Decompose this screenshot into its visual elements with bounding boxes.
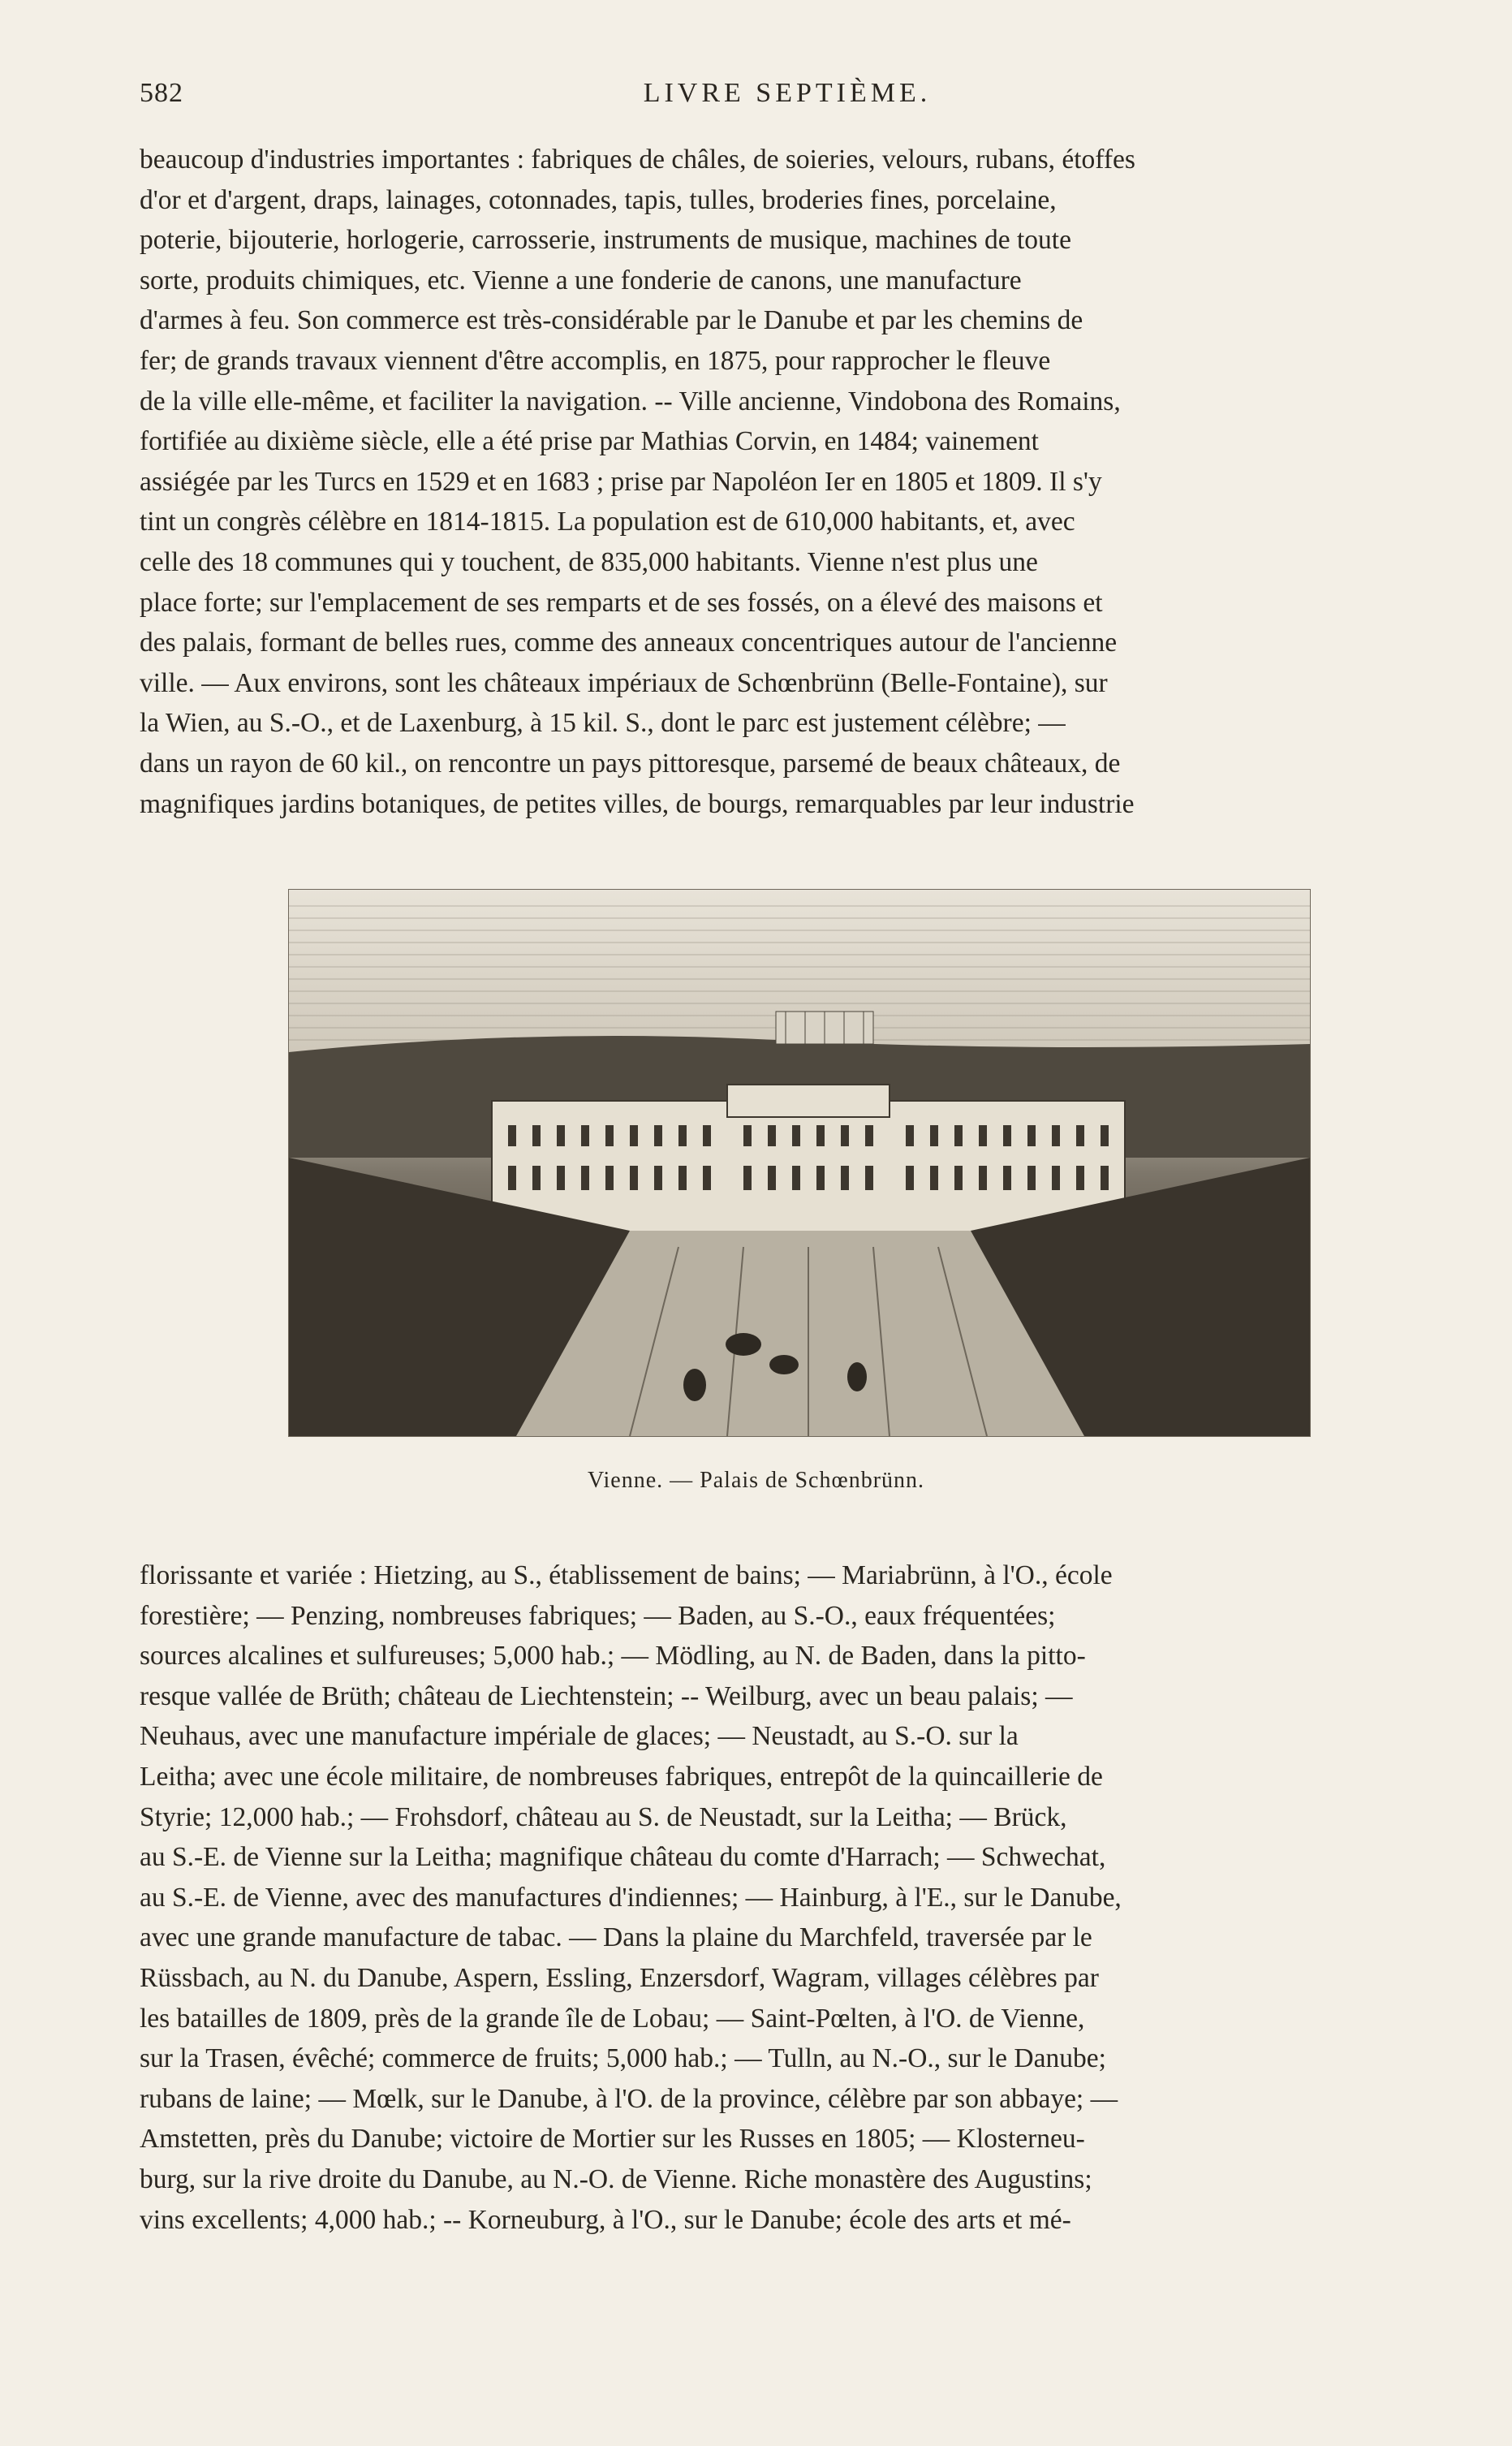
text-line: Neuhaus, avec une manufacture impériale de glaces; — Neustadt, au S.-O. sur la bbox=[140, 1721, 1019, 1752]
text-line: burg, sur la rive droite du Danube, au N.-O. de Vienne. Riche monastère des Augustins; bbox=[140, 2163, 1092, 2194]
text-line: place forte; sur l'emplacement de ses remparts et de ses fossés, on a élevé des maisons et bbox=[140, 587, 1103, 618]
text-line: au S.-E. de Vienne sur la Leitha; magnifique château du comte d'Harrach; — Schwechat, bbox=[140, 1842, 1106, 1873]
text-line: Amstetten, près du Danube; victoire de Mortier sur les Russes en 1805; — Klosterneu- bbox=[140, 2124, 1085, 2155]
text-line: sur la Trasen, évêché; commerce de fruits; 5,000 hab.; — Tulln, au N.-O., sur le Danube; bbox=[140, 2043, 1106, 2074]
text-line: des palais, formant de belles rues, comme des anneaux concentriques autour de l'ancienne bbox=[140, 628, 1118, 658]
text-line: au S.-E. de Vienne, avec des manufactures d'indiennes; — Hainburg, à l'E., sur le Danube, bbox=[140, 1882, 1122, 1913]
text-line: assiégée par les Turcs en 1529 et en 1683 ; prise par Napoléon Ier en 1805 et 1809. Il s'y bbox=[140, 466, 1102, 497]
paragraph-top bbox=[140, 140, 1453, 824]
running-title: LIVRE SEPTIÈME. bbox=[643, 78, 932, 108]
text-line: la Wien, au S.-O., et de Laxenburg, à 15 kil. S., dont le parc est justement célèbre; — bbox=[140, 708, 1066, 739]
text-line: d'armes à feu. Son commerce est très-considérable par le Danube et par les chemins de bbox=[140, 305, 1083, 336]
text-line: rubans de laine; — Mœlk, sur le Danube, à l'O. de la province, célèbre par son abbaye; — bbox=[140, 2083, 1118, 2114]
page-number: 582 bbox=[140, 78, 183, 108]
text-line: forestière; — Penzing, nombreuses fabriques; — Baden, au S.-O., eaux fréquentées; bbox=[140, 1600, 1056, 1631]
text-line: magnifiques jardins botaniques, de petites villes, de bourgs, remarquables par leur industrie bbox=[140, 788, 1135, 819]
figure-caption: Vienne. — Palais de Schœnbrünn. bbox=[587, 1468, 925, 1493]
text-line: Styrie; 12,000 hab.; — Frohsdorf, château au S. de Neustadt, sur la Leitha; — Brück, bbox=[140, 1801, 1067, 1832]
text-line: fortifiée au dixième siècle, elle a été prise par Mathias Corvin, en 1484; vainement bbox=[140, 426, 1039, 457]
engraving-schoenbrunn-palace bbox=[288, 889, 1311, 1437]
text-line: d'or et d'argent, draps, lainages, cotonnades, tapis, tulles, broderies fines, porcelaine, bbox=[140, 184, 1057, 215]
text-line: Rüssbach, au N. du Danube, Aspern, Essling, Enzersdorf, Wagram, villages célèbres par bbox=[140, 1962, 1099, 1993]
text-line: sources alcalines et sulfureuses; 5,000 hab.; — Mödling, au N. de Baden, dans la pitto- bbox=[140, 1641, 1086, 1672]
text-line: sorte, produits chimiques, etc. Vienne a une fonderie de canons, une manufacture bbox=[140, 265, 1022, 296]
text-line: avec une grande manufacture de tabac. — Dans la plaine du Marchfeld, traversée par le bbox=[140, 1922, 1092, 1953]
text-line: vins excellents; 4,000 hab.; -- Korneuburg, à l'O., sur le Danube; école des arts et mé- bbox=[140, 2204, 1071, 2235]
text-line: de la ville elle-même, et faciliter la navigation. -- Ville ancienne, Vindobona des Romains, bbox=[140, 386, 1121, 416]
text-line: poterie, bijouterie, horlogerie, carrosserie, instruments de musique, machines de toute bbox=[140, 225, 1071, 256]
text-line: dans un rayon de 60 kil., on rencontre un pays pittoresque, parsemé de beaux châteaux, de bbox=[140, 748, 1121, 779]
text-line: Leitha; avec une école militaire, de nombreuses fabriques, entrepôt de la quincaillerie de bbox=[140, 1761, 1103, 1792]
text-line: beaucoup d'industries importantes : fabriques de châles, de soieries, velours, rubans, étoffes bbox=[140, 145, 1135, 175]
text-line: tint un congrès célèbre en 1814-1815. La population est de 610,000 habitants, et, avec bbox=[140, 507, 1075, 537]
text-line: celle des 18 communes qui y touchent, de 835,000 habitants. Vienne n'est plus une bbox=[140, 546, 1038, 577]
text-line: ville. — Aux environs, sont les châteaux impériaux de Schœnbrünn (Belle-Fontaine), sur bbox=[140, 667, 1108, 698]
page-header bbox=[140, 78, 1435, 127]
text-line: florissante et variée : Hietzing, au S., établissement de bains; — Mariabrünn, à l'O., école bbox=[140, 1560, 1113, 1590]
paragraph-bottom bbox=[140, 1555, 1453, 2240]
text-line: les batailles de 1809, près de la grande île de Lobau; — Saint-Pœlten, à l'O. de Vienne, bbox=[140, 2003, 1085, 2034]
text-line: fer; de grands travaux viennent d'être accomplis, en 1875, pour rapprocher le fleuve bbox=[140, 345, 1051, 376]
text-line: resque vallée de Brüth; château de Liechtenstein; -- Weilburg, avec un beau palais; — bbox=[140, 1680, 1073, 1711]
